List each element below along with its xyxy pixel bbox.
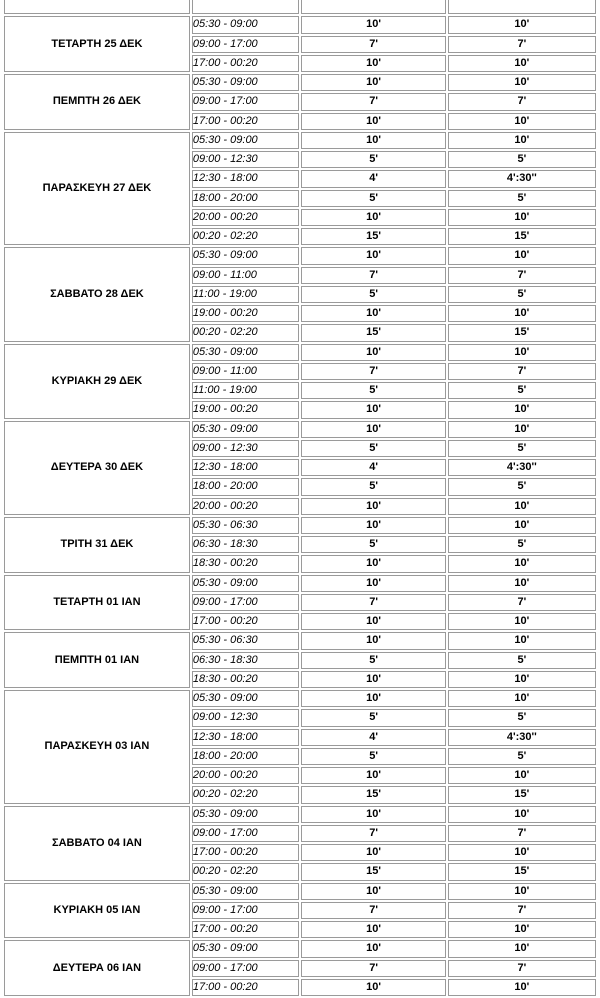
frequency-cell-a: 10' bbox=[301, 844, 445, 861]
time-range-cell: 17:00 - 00:20 bbox=[192, 55, 300, 72]
frequency-cell-a: 7' bbox=[301, 960, 445, 977]
time-range-cell bbox=[192, 0, 300, 14]
time-range-cell: 18:00 - 20:00 bbox=[192, 190, 300, 207]
table-row bbox=[4, 940, 596, 957]
time-range-cell: 09:00 - 17:00 bbox=[192, 960, 300, 977]
time-range-cell: 20:00 - 00:20 bbox=[192, 767, 300, 784]
frequency-cell-b: 10' bbox=[448, 690, 596, 707]
frequency-cell-a: 10' bbox=[301, 690, 445, 707]
table-row bbox=[4, 690, 596, 707]
frequency-cell-b: 10' bbox=[448, 55, 596, 72]
frequency-cell-b: 10' bbox=[448, 132, 596, 149]
time-range-cell: 09:00 - 12:30 bbox=[192, 440, 300, 457]
time-range-cell: 05:30 - 06:30 bbox=[192, 517, 300, 534]
frequency-cell-a bbox=[301, 0, 445, 14]
time-range-cell: 09:00 - 11:00 bbox=[192, 363, 300, 380]
time-range-cell: 06:30 - 18:30 bbox=[192, 536, 300, 553]
frequency-cell-b: 7' bbox=[448, 93, 596, 110]
frequency-cell-a: 10' bbox=[301, 55, 445, 72]
frequency-cell-b: 10' bbox=[448, 247, 596, 264]
table-row bbox=[4, 806, 596, 823]
frequency-cell-a: 4' bbox=[301, 459, 445, 476]
day-label: ΚΥΡΙΑΚΗ 29 ΔΕΚ bbox=[4, 344, 190, 419]
time-range-cell: 20:00 - 00:20 bbox=[192, 209, 300, 226]
frequency-cell-a: 10' bbox=[301, 113, 445, 130]
time-range-cell: 18:30 - 00:20 bbox=[192, 555, 300, 572]
time-range-cell: 09:00 - 17:00 bbox=[192, 825, 300, 842]
frequency-cell-b: 10' bbox=[448, 305, 596, 322]
frequency-cell-a: 5' bbox=[301, 286, 445, 303]
frequency-cell-b: 10' bbox=[448, 921, 596, 938]
frequency-cell-b: 15' bbox=[448, 324, 596, 341]
frequency-cell-a: 7' bbox=[301, 825, 445, 842]
time-range-cell: 05:30 - 06:30 bbox=[192, 632, 300, 649]
frequency-cell-a: 10' bbox=[301, 305, 445, 322]
frequency-cell-b: 10' bbox=[448, 806, 596, 823]
frequency-cell-a: 10' bbox=[301, 401, 445, 418]
frequency-cell-b: 5' bbox=[448, 478, 596, 495]
frequency-cell-b: 10' bbox=[448, 767, 596, 784]
time-range-cell: 17:00 - 00:20 bbox=[192, 613, 300, 630]
day-label: ΠΕΜΠΤΗ 26 ΔΕΚ bbox=[4, 74, 190, 130]
frequency-cell-a: 15' bbox=[301, 324, 445, 341]
time-range-cell: 12:30 - 18:00 bbox=[192, 170, 300, 187]
time-range-cell: 09:00 - 12:30 bbox=[192, 709, 300, 726]
frequency-cell-b: 10' bbox=[448, 940, 596, 957]
frequency-cell-b bbox=[448, 0, 596, 14]
frequency-cell-b: 10' bbox=[448, 671, 596, 688]
table-row bbox=[4, 421, 596, 438]
time-range-cell: 18:00 - 20:00 bbox=[192, 748, 300, 765]
day-label: ΔΕΥΤΕΡΑ 06 ΙΑΝ bbox=[4, 940, 190, 996]
time-range-cell: 05:30 - 09:00 bbox=[192, 940, 300, 957]
time-range-cell: 05:30 - 09:00 bbox=[192, 16, 300, 33]
frequency-cell-a: 5' bbox=[301, 748, 445, 765]
frequency-cell-a: 10' bbox=[301, 632, 445, 649]
frequency-cell-a: 4' bbox=[301, 729, 445, 746]
frequency-cell-b: 5' bbox=[448, 286, 596, 303]
frequency-table bbox=[2, 0, 598, 998]
day-label: ΠΑΡΑΣΚΕΥΗ 03 ΙΑΝ bbox=[4, 690, 190, 804]
frequency-cell-a: 10' bbox=[301, 883, 445, 900]
frequency-cell-a: 10' bbox=[301, 940, 445, 957]
frequency-cell-a: 10' bbox=[301, 344, 445, 361]
frequency-cell-b: 10' bbox=[448, 421, 596, 438]
frequency-cell-a: 5' bbox=[301, 536, 445, 553]
time-range-cell: 00:20 - 02:20 bbox=[192, 228, 300, 245]
time-range-cell: 11:00 - 19:00 bbox=[192, 286, 300, 303]
frequency-cell-a: 10' bbox=[301, 613, 445, 630]
frequency-cell-b: 7' bbox=[448, 363, 596, 380]
table-row bbox=[4, 0, 596, 14]
day-label bbox=[4, 0, 190, 14]
frequency-cell-a: 15' bbox=[301, 786, 445, 803]
frequency-cell-b: 5' bbox=[448, 151, 596, 168]
time-range-cell: 05:30 - 09:00 bbox=[192, 74, 300, 91]
frequency-cell-b: 5' bbox=[448, 440, 596, 457]
frequency-cell-a: 10' bbox=[301, 517, 445, 534]
time-range-cell: 17:00 - 00:20 bbox=[192, 921, 300, 938]
frequency-cell-b: 7' bbox=[448, 267, 596, 284]
time-range-cell: 00:20 - 02:20 bbox=[192, 324, 300, 341]
frequency-cell-b: 10' bbox=[448, 517, 596, 534]
frequency-cell-a: 10' bbox=[301, 767, 445, 784]
frequency-cell-b: 7' bbox=[448, 825, 596, 842]
day-label: ΚΥΡΙΑΚΗ 05 ΙΑΝ bbox=[4, 883, 190, 939]
frequency-cell-b: 5' bbox=[448, 748, 596, 765]
time-range-cell: 05:30 - 09:00 bbox=[192, 344, 300, 361]
frequency-cell-a: 10' bbox=[301, 421, 445, 438]
frequency-cell-a: 10' bbox=[301, 209, 445, 226]
frequency-cell-b: 7' bbox=[448, 36, 596, 53]
frequency-cell-a: 10' bbox=[301, 132, 445, 149]
time-range-cell: 18:00 - 20:00 bbox=[192, 478, 300, 495]
day-label: ΤΕΤΑΡΤΗ 25 ΔΕΚ bbox=[4, 16, 190, 72]
time-range-cell: 05:30 - 09:00 bbox=[192, 690, 300, 707]
frequency-cell-b: 10' bbox=[448, 555, 596, 572]
time-range-cell: 09:00 - 12:30 bbox=[192, 151, 300, 168]
time-range-cell: 09:00 - 17:00 bbox=[192, 36, 300, 53]
table-row bbox=[4, 344, 596, 361]
table-row bbox=[4, 632, 596, 649]
frequency-cell-b: 5' bbox=[448, 190, 596, 207]
frequency-cell-b: 10' bbox=[448, 498, 596, 515]
frequency-cell-b: 5' bbox=[448, 536, 596, 553]
frequency-cell-b: 4':30'' bbox=[448, 729, 596, 746]
frequency-cell-b: 5' bbox=[448, 652, 596, 669]
frequency-cell-a: 5' bbox=[301, 709, 445, 726]
frequency-cell-a: 7' bbox=[301, 594, 445, 611]
day-label: ΠΑΡΑΣΚΕΥΗ 27 ΔΕΚ bbox=[4, 132, 190, 246]
table-row bbox=[4, 247, 596, 264]
frequency-cell-b: 7' bbox=[448, 594, 596, 611]
frequency-cell-b: 10' bbox=[448, 113, 596, 130]
frequency-cell-a: 5' bbox=[301, 440, 445, 457]
day-label: ΣΑΒΒΑΤΟ 28 ΔΕΚ bbox=[4, 247, 190, 341]
frequency-cell-b: 5' bbox=[448, 709, 596, 726]
time-range-cell: 12:30 - 18:00 bbox=[192, 459, 300, 476]
frequency-cell-b: 10' bbox=[448, 979, 596, 996]
frequency-cell-a: 4' bbox=[301, 170, 445, 187]
time-range-cell: 11:00 - 19:00 bbox=[192, 382, 300, 399]
time-range-cell: 09:00 - 17:00 bbox=[192, 594, 300, 611]
frequency-cell-b: 7' bbox=[448, 902, 596, 919]
time-range-cell: 17:00 - 00:20 bbox=[192, 844, 300, 861]
frequency-cell-a: 5' bbox=[301, 151, 445, 168]
time-range-cell: 09:00 - 17:00 bbox=[192, 93, 300, 110]
time-range-cell: 05:30 - 09:00 bbox=[192, 806, 300, 823]
time-range-cell: 12:30 - 18:00 bbox=[192, 729, 300, 746]
frequency-cell-b: 10' bbox=[448, 632, 596, 649]
frequency-cell-b: 4':30'' bbox=[448, 459, 596, 476]
frequency-cell-b: 10' bbox=[448, 575, 596, 592]
day-label: ΤΕΤΑΡΤΗ 01 ΙΑΝ bbox=[4, 575, 190, 631]
frequency-cell-a: 15' bbox=[301, 228, 445, 245]
time-range-cell: 20:00 - 00:20 bbox=[192, 498, 300, 515]
frequency-cell-b: 10' bbox=[448, 209, 596, 226]
frequency-cell-a: 7' bbox=[301, 902, 445, 919]
frequency-cell-a: 7' bbox=[301, 363, 445, 380]
frequency-cell-a: 10' bbox=[301, 247, 445, 264]
frequency-cell-a: 7' bbox=[301, 267, 445, 284]
frequency-cell-a: 15' bbox=[301, 863, 445, 880]
frequency-cell-a: 7' bbox=[301, 36, 445, 53]
day-label: ΤΡΙΤΗ 31 ΔΕΚ bbox=[4, 517, 190, 573]
time-range-cell: 00:20 - 02:20 bbox=[192, 786, 300, 803]
time-range-cell: 17:00 - 00:20 bbox=[192, 113, 300, 130]
frequency-cell-a: 7' bbox=[301, 93, 445, 110]
frequency-cell-b: 10' bbox=[448, 16, 596, 33]
frequency-cell-a: 5' bbox=[301, 190, 445, 207]
time-range-cell: 09:00 - 17:00 bbox=[192, 902, 300, 919]
frequency-cell-b: 10' bbox=[448, 344, 596, 361]
frequency-cell-b: 7' bbox=[448, 960, 596, 977]
time-range-cell: 06:30 - 18:30 bbox=[192, 652, 300, 669]
frequency-cell-b: 10' bbox=[448, 844, 596, 861]
time-range-cell: 05:30 - 09:00 bbox=[192, 132, 300, 149]
frequency-cell-b: 4':30'' bbox=[448, 170, 596, 187]
day-label: ΔΕΥΤΕΡΑ 30 ΔΕΚ bbox=[4, 421, 190, 515]
time-range-cell: 09:00 - 11:00 bbox=[192, 267, 300, 284]
time-range-cell: 05:30 - 09:00 bbox=[192, 421, 300, 438]
frequency-cell-a: 5' bbox=[301, 382, 445, 399]
frequency-cell-a: 10' bbox=[301, 979, 445, 996]
frequency-cell-a: 10' bbox=[301, 555, 445, 572]
table-row bbox=[4, 16, 596, 33]
frequency-cell-a: 5' bbox=[301, 652, 445, 669]
frequency-cell-b: 10' bbox=[448, 401, 596, 418]
frequency-cell-a: 10' bbox=[301, 498, 445, 515]
frequency-cell-a: 10' bbox=[301, 575, 445, 592]
time-range-cell: 17:00 - 00:20 bbox=[192, 979, 300, 996]
time-range-cell: 05:30 - 09:00 bbox=[192, 575, 300, 592]
frequency-cell-b: 10' bbox=[448, 883, 596, 900]
time-range-cell: 19:00 - 00:20 bbox=[192, 401, 300, 418]
time-range-cell: 18:30 - 00:20 bbox=[192, 671, 300, 688]
frequency-cell-a: 10' bbox=[301, 671, 445, 688]
time-range-cell: 05:30 - 09:00 bbox=[192, 247, 300, 264]
frequency-cell-b: 15' bbox=[448, 228, 596, 245]
table-row bbox=[4, 575, 596, 592]
time-range-cell: 00:20 - 02:20 bbox=[192, 863, 300, 880]
table-row bbox=[4, 132, 596, 149]
table-row bbox=[4, 883, 596, 900]
frequency-cell-a: 10' bbox=[301, 806, 445, 823]
frequency-cell-a: 5' bbox=[301, 478, 445, 495]
frequency-cell-a: 10' bbox=[301, 921, 445, 938]
frequency-table-body bbox=[4, 0, 596, 996]
frequency-cell-b: 15' bbox=[448, 863, 596, 880]
time-range-cell: 19:00 - 00:20 bbox=[192, 305, 300, 322]
time-range-cell: 05:30 - 09:00 bbox=[192, 883, 300, 900]
day-label: ΠΕΜΠΤΗ 01 ΙΑΝ bbox=[4, 632, 190, 688]
day-label: ΣΑΒΒΑΤΟ 04 ΙΑΝ bbox=[4, 806, 190, 881]
table-row bbox=[4, 517, 596, 534]
frequency-cell-a: 10' bbox=[301, 16, 445, 33]
frequency-cell-b: 10' bbox=[448, 613, 596, 630]
frequency-cell-b: 15' bbox=[448, 786, 596, 803]
frequency-cell-b: 10' bbox=[448, 74, 596, 91]
frequency-cell-b: 5' bbox=[448, 382, 596, 399]
frequency-cell-a: 10' bbox=[301, 74, 445, 91]
table-row bbox=[4, 74, 596, 91]
